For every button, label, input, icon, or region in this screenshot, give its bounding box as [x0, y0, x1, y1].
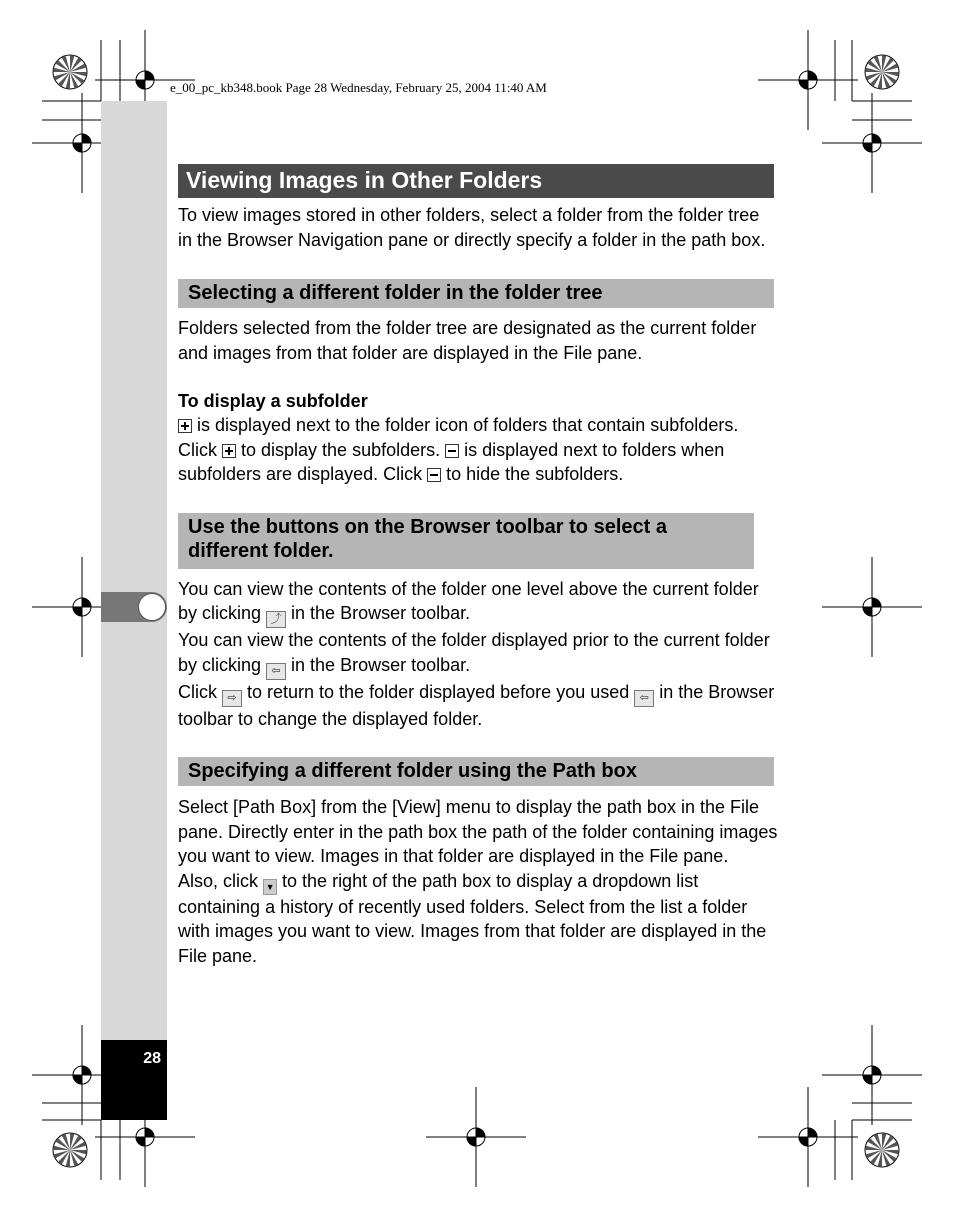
toolbar-paragraph-1: You can view the contents of the folder one level above the current folder by clicking ⤴ in the Browser toolbar.	[178, 577, 778, 629]
registration-target-icon	[758, 30, 858, 130]
subfolder-heading: To display a subfolder	[178, 391, 368, 411]
print-header-line: e_00_pc_kb348.book Page 28 Wednesday, February 25, 2004 11:40 AM	[170, 80, 547, 95]
registration-target-icon	[426, 1087, 526, 1187]
main-title: Viewing Images in Other Folders	[178, 164, 774, 198]
intro-paragraph: To view images stored in other folders, select a folder from the folder tree in the Browser Navigation pane or directly specify a folder in the path box.	[178, 205, 766, 250]
plus-box-icon	[178, 419, 192, 433]
subfolder-paragraph: is displayed next to the folder icon of folders that contain subfolders. Click to display the subfolders. is displayed next to folders when subfolders are displayed. Click to hide the subfolders.	[178, 415, 739, 484]
plus-box-icon	[222, 444, 236, 458]
registration-target-icon	[758, 1087, 858, 1187]
registration-starburst-icon	[865, 55, 899, 89]
forward-arrow-icon: ⇨	[222, 690, 242, 707]
toolbar-paragraph-2: You can view the contents of the folder displayed prior to the current folder by clicking ⇦ in the Browser toolbar.	[178, 628, 778, 680]
minus-box-icon	[427, 468, 441, 482]
folder-tree-paragraph: Folders selected from the folder tree are designated as the current folder and images from that folder are displayed in the File pane.	[178, 318, 757, 363]
minus-box-icon	[445, 444, 459, 458]
back-arrow-icon: ⇦	[634, 690, 654, 707]
up-folder-icon: ⤴	[266, 611, 286, 628]
page-number: 28	[143, 1050, 161, 1067]
toolbar-paragraph-3: Click ⇨ to return to the folder displayed before you used ⇦ in the Browser toolbar to change the displayed folder.	[178, 681, 775, 729]
page-content	[178, 164, 778, 968]
registration-target-icon	[822, 93, 922, 193]
back-arrow-icon: ⇦	[266, 663, 286, 680]
dropdown-arrow-icon: ▼	[263, 879, 277, 895]
path-box-paragraph-2: Also, click ▼ to the right of the path box to display a dropdown list containing a history of recently used folders. Select from the list a folder with images you want to view. Images from that folder are displayed in the File pane.	[178, 870, 767, 966]
chapter-tab-circle	[138, 593, 166, 621]
path-box-paragraph-1: Select [Path Box] from the [View] menu to display the path box in the File pane. Directly enter in the path box the path of the folder containing images you want to view. Images in that folder are displayed in the File pane.	[178, 797, 778, 866]
registration-starburst-icon	[53, 55, 87, 89]
section-toolbar-title: Use the buttons on the Browser toolbar to select a different folder.	[178, 513, 754, 569]
section-folder-tree-title: Selecting a different folder in the folder tree	[178, 279, 774, 308]
registration-starburst-icon	[53, 1133, 87, 1167]
registration-starburst-icon	[865, 1133, 899, 1167]
registration-target-icon	[822, 557, 922, 657]
registration-target-icon	[822, 1025, 922, 1125]
section-path-box-title: Specifying a different folder using the Path box	[178, 757, 774, 786]
